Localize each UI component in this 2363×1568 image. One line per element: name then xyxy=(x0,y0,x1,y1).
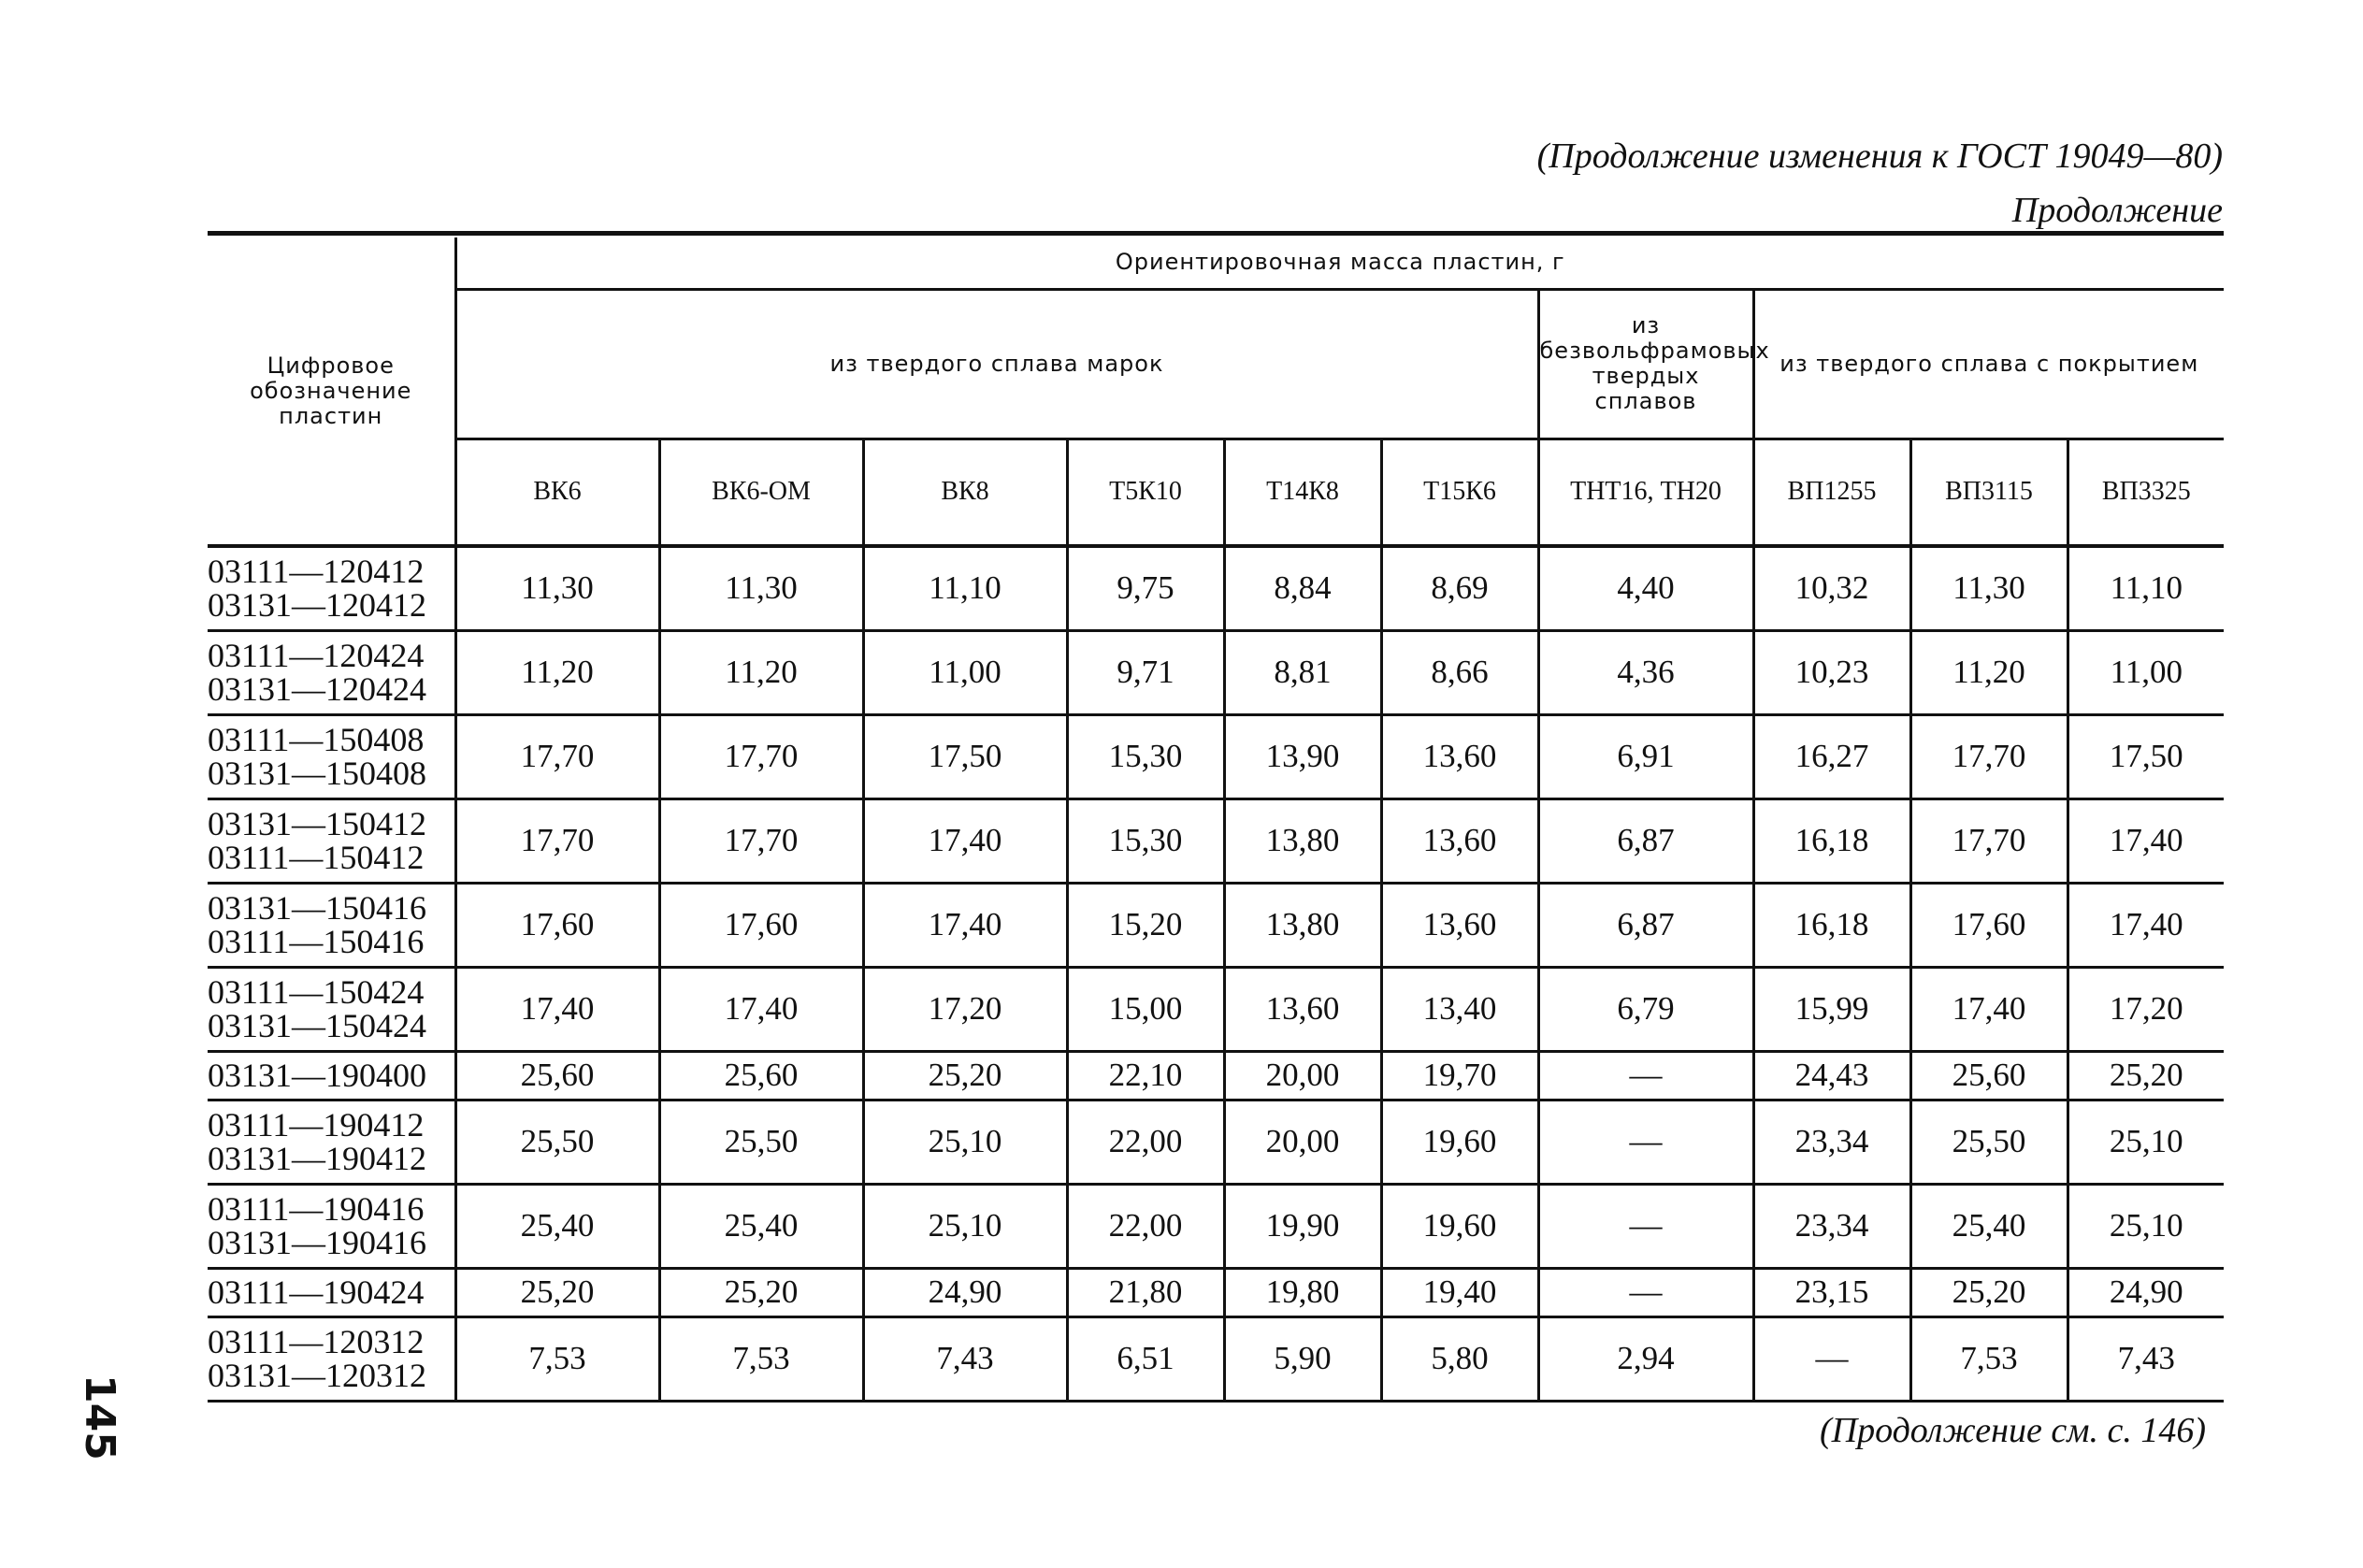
tungsten-free-subgroup: из безвольфрамовых твердых сплавов xyxy=(1538,289,1753,439)
table-row xyxy=(208,1100,2224,1184)
designation-code: 03131—120312 xyxy=(208,1357,426,1394)
mass-value-cell: 17,20 xyxy=(863,967,1067,1051)
mass-value-cell: 25,50 xyxy=(1910,1100,2068,1184)
mass-value-cell: 11,30 xyxy=(659,546,863,630)
mass-table xyxy=(208,237,2224,1403)
mass-value-cell: 13,60 xyxy=(1381,883,1538,967)
mass-value-cell: 9,71 xyxy=(1067,630,1224,714)
mass-value-cell: 17,50 xyxy=(863,714,1067,798)
designation-cell xyxy=(208,1316,455,1401)
mass-value-cell: 8,81 xyxy=(1224,630,1381,714)
designation-code: 03111—120412 xyxy=(208,553,425,591)
mass-value-cell: 24,43 xyxy=(1753,1051,1910,1100)
grade-header: ТНТ16, ТН20 xyxy=(1538,439,1753,546)
hard-alloy-subgroup: из твердого сплава марок xyxy=(455,289,1538,439)
designation-code: 03131—190416 xyxy=(208,1224,426,1261)
mass-value-cell: 6,79 xyxy=(1538,967,1753,1051)
table-row xyxy=(208,630,2224,714)
mass-value-cell: 5,90 xyxy=(1224,1316,1381,1401)
mass-value-cell: 17,40 xyxy=(455,967,659,1051)
mass-value-cell: 25,60 xyxy=(1910,1051,2068,1100)
mass-value-cell: 8,69 xyxy=(1381,546,1538,630)
mass-value-cell: 23,34 xyxy=(1753,1100,1910,1184)
mass-value-cell: 17,40 xyxy=(659,967,863,1051)
table-row xyxy=(208,1184,2224,1268)
coated-alloy-subgroup: из твердого сплава с покрытием xyxy=(1753,289,2224,439)
mass-value-cell: 25,20 xyxy=(659,1268,863,1316)
table-row xyxy=(208,714,2224,798)
designation-code: 03131—120412 xyxy=(208,586,426,625)
mass-value-cell: 25,10 xyxy=(2068,1184,2224,1268)
mass-value-cell: 17,70 xyxy=(659,714,863,798)
mass-value-cell: 11,20 xyxy=(1910,630,2068,714)
mass-value-cell: 25,40 xyxy=(1910,1184,2068,1268)
mass-value-cell: 4,36 xyxy=(1538,630,1753,714)
designation-code: 03131—190400 xyxy=(208,1057,426,1094)
mass-value-cell: 22,00 xyxy=(1067,1184,1224,1268)
designation-header: Цифровое обозначение пластин xyxy=(208,237,455,546)
mass-value-cell: 25,20 xyxy=(455,1268,659,1316)
designation-code: 03111—190416 xyxy=(208,1190,425,1228)
mass-value-cell: 16,27 xyxy=(1753,714,1910,798)
mass-value-cell: 7,43 xyxy=(2068,1316,2224,1401)
mass-value-cell: 17,40 xyxy=(2068,883,2224,967)
mass-value-cell: 13,60 xyxy=(1381,798,1538,883)
mass-value-cell: 7,53 xyxy=(455,1316,659,1401)
mass-value-cell: 15,30 xyxy=(1067,714,1224,798)
designation-cell xyxy=(208,1051,455,1100)
designation-cell xyxy=(208,546,455,630)
table-row xyxy=(208,1316,2224,1401)
mass-value-cell: 9,75 xyxy=(1067,546,1224,630)
mass-value-cell: 7,53 xyxy=(659,1316,863,1401)
mass-value-cell: 6,91 xyxy=(1538,714,1753,798)
mass-value-cell: 6,87 xyxy=(1538,798,1753,883)
continued-note: (Продолжение см. с. 146) xyxy=(1819,1411,2206,1450)
designation-code: 03131—150424 xyxy=(208,1007,426,1044)
mass-value-cell: 15,00 xyxy=(1067,967,1224,1051)
mass-value-cell: 10,32 xyxy=(1753,546,1910,630)
designation-code: 03131—150416 xyxy=(208,889,426,927)
mass-value-cell: 7,53 xyxy=(1910,1316,2068,1401)
grade-header: ВП3325 xyxy=(2068,439,2224,546)
table-row xyxy=(208,883,2224,967)
mass-value-cell: 8,66 xyxy=(1381,630,1538,714)
mass-value-cell: 17,70 xyxy=(659,798,863,883)
designation-code: 03111—190412 xyxy=(208,1106,425,1144)
mass-value-cell: 24,90 xyxy=(863,1268,1067,1316)
mass-value-cell: 25,20 xyxy=(1910,1268,2068,1316)
mass-value-cell: 15,20 xyxy=(1067,883,1224,967)
mass-value-cell: 16,18 xyxy=(1753,883,1910,967)
grade-header: Т15К6 xyxy=(1381,439,1538,546)
mass-value-cell: 8,84 xyxy=(1224,546,1381,630)
mass-value-cell: — xyxy=(1538,1100,1753,1184)
designation-code: 03111—120312 xyxy=(208,1323,425,1360)
table-row xyxy=(208,967,2224,1051)
designation-cell xyxy=(208,883,455,967)
mass-value-cell: 19,80 xyxy=(1224,1268,1381,1316)
mass-value-cell: 11,10 xyxy=(863,546,1067,630)
mass-value-cell: 25,50 xyxy=(659,1100,863,1184)
mass-value-cell: 6,87 xyxy=(1538,883,1753,967)
designation-cell xyxy=(208,967,455,1051)
mass-value-cell: 24,90 xyxy=(2068,1268,2224,1316)
designation-cell xyxy=(208,714,455,798)
mass-value-cell: 17,40 xyxy=(2068,798,2224,883)
mass-value-cell: 13,60 xyxy=(1224,967,1381,1051)
grade-header: Т14К8 xyxy=(1224,439,1381,546)
mass-value-cell: 15,99 xyxy=(1753,967,1910,1051)
mass-value-cell: 13,90 xyxy=(1224,714,1381,798)
mass-value-cell: 19,60 xyxy=(1381,1184,1538,1268)
mass-value-cell: 11,30 xyxy=(1910,546,2068,630)
mass-value-cell: 25,60 xyxy=(659,1051,863,1100)
mass-value-cell: 6,51 xyxy=(1067,1316,1224,1401)
mass-value-cell: 4,40 xyxy=(1538,546,1753,630)
mass-value-cell: 17,70 xyxy=(1910,798,2068,883)
mass-value-cell: 10,23 xyxy=(1753,630,1910,714)
mass-value-cell: 13,60 xyxy=(1381,714,1538,798)
mass-value-cell: 25,10 xyxy=(2068,1100,2224,1184)
designation-code: 03131—190412 xyxy=(208,1140,426,1177)
table-row xyxy=(208,1268,2224,1316)
designation-cell xyxy=(208,1268,455,1316)
mass-value-cell: 25,60 xyxy=(455,1051,659,1100)
mass-value-cell: 20,00 xyxy=(1224,1100,1381,1184)
mass-value-cell: 13,80 xyxy=(1224,798,1381,883)
table-row xyxy=(208,1051,2224,1100)
mass-value-cell: 13,40 xyxy=(1381,967,1538,1051)
designation-code: 03131—120424 xyxy=(208,670,426,708)
designation-code: 03111—150408 xyxy=(208,721,425,758)
mass-value-cell: — xyxy=(1538,1051,1753,1100)
mass-value-cell: 17,60 xyxy=(659,883,863,967)
mass-value-cell: 20,00 xyxy=(1224,1051,1381,1100)
mass-value-cell: 17,60 xyxy=(1910,883,2068,967)
mass-value-cell: 17,70 xyxy=(455,798,659,883)
mass-value-cell: 5,80 xyxy=(1381,1316,1538,1401)
page-number: 145 xyxy=(76,1374,123,1460)
table-row xyxy=(208,546,2224,630)
grade-header: ВК6-ОМ xyxy=(659,439,863,546)
mass-value-cell: 19,60 xyxy=(1381,1100,1538,1184)
continuation-label: Продолжение xyxy=(2011,191,2223,230)
mass-value-cell: 11,00 xyxy=(863,630,1067,714)
mass-value-cell: 2,94 xyxy=(1538,1316,1753,1401)
designation-code: 03131—150412 xyxy=(208,805,426,842)
mass-value-cell: 19,70 xyxy=(1381,1051,1538,1100)
mass-group-header: Ориентировочная масса пластин, г xyxy=(455,237,2224,289)
grade-header: ВП3115 xyxy=(1910,439,2068,546)
mass-value-cell: 17,70 xyxy=(1910,714,2068,798)
table-top-rule xyxy=(208,231,2224,236)
mass-value-cell: 11,10 xyxy=(2068,546,2224,630)
designation-code: 03111—150424 xyxy=(208,973,425,1011)
grade-header: ВП1255 xyxy=(1753,439,1910,546)
mass-value-cell: 16,18 xyxy=(1753,798,1910,883)
continuation-title: (Продолжение изменения к ГОСТ 19049—80) xyxy=(1536,137,2223,176)
mass-value-cell: 17,40 xyxy=(1910,967,2068,1051)
mass-value-cell: 25,10 xyxy=(863,1184,1067,1268)
mass-value-cell: 25,40 xyxy=(455,1184,659,1268)
designation-code: 03111—150412 xyxy=(208,839,425,876)
mass-value-cell: 22,10 xyxy=(1067,1051,1224,1100)
mass-value-cell: 15,30 xyxy=(1067,798,1224,883)
designation-cell xyxy=(208,1100,455,1184)
designation-code: 03131—150408 xyxy=(208,755,426,792)
designation-cell xyxy=(208,630,455,714)
designation-cell xyxy=(208,1184,455,1268)
mass-value-cell: 23,15 xyxy=(1753,1268,1910,1316)
mass-value-cell: 17,70 xyxy=(455,714,659,798)
mass-value-cell: 11,20 xyxy=(455,630,659,714)
designation-code: 03111—120424 xyxy=(208,637,425,674)
mass-value-cell: 23,34 xyxy=(1753,1184,1910,1268)
mass-value-cell: 11,20 xyxy=(659,630,863,714)
grade-header: ВК8 xyxy=(863,439,1067,546)
mass-value-cell: 17,40 xyxy=(863,798,1067,883)
mass-value-cell: 25,10 xyxy=(863,1100,1067,1184)
mass-value-cell: 25,40 xyxy=(659,1184,863,1268)
mass-value-cell: — xyxy=(1538,1268,1753,1316)
mass-value-cell: 11,30 xyxy=(455,546,659,630)
mass-value-cell: 22,00 xyxy=(1067,1100,1224,1184)
mass-value-cell: 19,40 xyxy=(1381,1268,1538,1316)
mass-value-cell: 25,20 xyxy=(863,1051,1067,1100)
mass-value-cell: 19,90 xyxy=(1224,1184,1381,1268)
designation-code: 03111—190424 xyxy=(208,1273,425,1311)
mass-value-cell: 17,60 xyxy=(455,883,659,967)
table-row xyxy=(208,798,2224,883)
mass-value-cell: 25,20 xyxy=(2068,1051,2224,1100)
mass-value-cell: — xyxy=(1753,1316,1910,1401)
designation-code: 03111—150416 xyxy=(208,923,425,960)
mass-value-cell: 7,43 xyxy=(863,1316,1067,1401)
mass-value-cell: 21,80 xyxy=(1067,1268,1224,1316)
mass-value-cell: 17,40 xyxy=(863,883,1067,967)
mass-value-cell: 13,80 xyxy=(1224,883,1381,967)
grade-header: Т5К10 xyxy=(1067,439,1224,546)
grade-header: ВК6 xyxy=(455,439,659,546)
mass-value-cell: 17,20 xyxy=(2068,967,2224,1051)
mass-value-cell: — xyxy=(1538,1184,1753,1268)
mass-value-cell: 17,50 xyxy=(2068,714,2224,798)
mass-value-cell: 25,50 xyxy=(455,1100,659,1184)
designation-cell xyxy=(208,798,455,883)
mass-value-cell: 11,00 xyxy=(2068,630,2224,714)
